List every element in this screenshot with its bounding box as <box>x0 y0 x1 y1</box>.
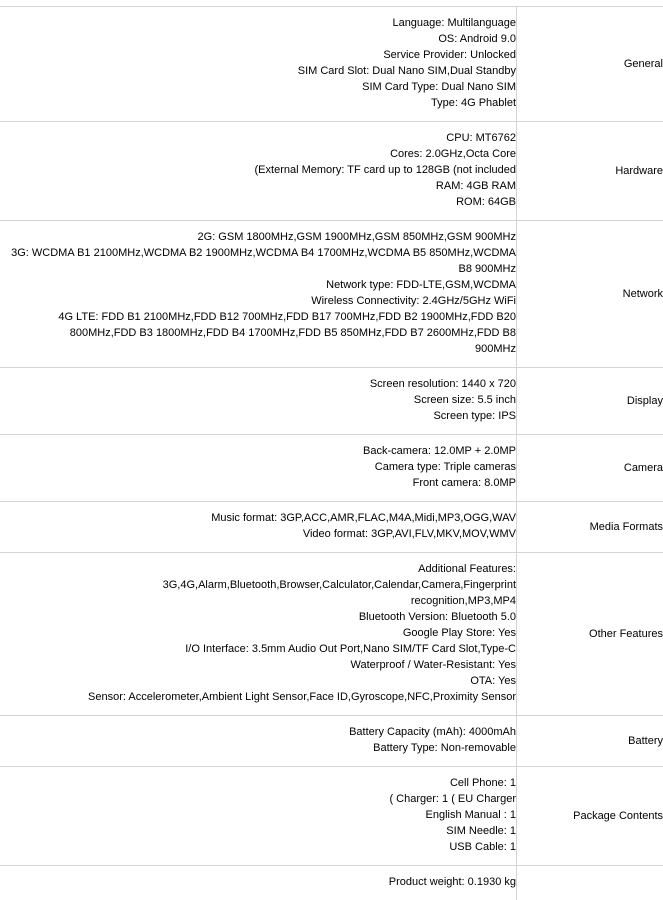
spec-table <box>0 6 663 900</box>
spec-category-label: Battery <box>628 735 663 747</box>
spec-line: Additional Features: 3G,4G,Alarm,Bluetooth,Browser,Calculator,Calendar,Camera,Fingerprint recognition,MP3,MP4 <box>162 563 516 607</box>
spec-row-camera <box>0 434 663 501</box>
spec-row-battery <box>0 715 663 766</box>
spec-row-network <box>0 220 663 367</box>
spec-category-label: Hardware <box>615 165 663 177</box>
spec-row-package-contents <box>0 766 663 865</box>
spec-row-general <box>0 6 663 121</box>
spec-line: Bluetooth Version: Bluetooth 5.0 <box>358 611 516 623</box>
spec-category-label: General <box>623 58 663 70</box>
spec-line: 3G: WCDMA B1 2100MHz,WCDMA B2 1900MHz,WCDMA B4 1700MHz,WCDMA B5 850MHz,WCDMA B8 900MHz <box>11 247 516 275</box>
spec-values <box>0 553 517 715</box>
spec-line: Music format: 3GP,ACC,AMR,FLAC,M4A,Midi,MP3,OGG,WAV <box>211 512 516 524</box>
spec-values <box>0 221 517 367</box>
spec-row-product-weight <box>0 865 663 900</box>
spec-line: Cores: 2.0GHz,Octa Core <box>390 148 516 160</box>
spec-line: Google Play Store: Yes <box>402 627 516 639</box>
spec-line: Screen type: IPS <box>433 410 516 422</box>
spec-line: (External Memory: TF card up to 128GB (not included <box>254 164 516 176</box>
spec-category-label: Other Features <box>589 628 663 640</box>
spec-line: USB Cable: 1 <box>449 841 516 853</box>
spec-line: Front camera: 8.0MP <box>412 477 516 489</box>
spec-line: ROM: 64GB <box>456 196 516 208</box>
spec-line: Cell Phone: 1 <box>449 777 516 789</box>
spec-line: Product weight: 0.1930 kg <box>388 876 516 888</box>
spec-line: Language: Multilanguage <box>392 17 516 29</box>
spec-line: 4G LTE: FDD B1 2100MHz,FDD B12 700MHz,FDD B17 700MHz,FDD B2 1900MHz,FDD B20 800MHz,FDD B3 1800MHz,FDD B4 1700MHz,FDD B5 850MHz,FDD B7 2600MHz,FDD B8 900MHz <box>58 311 516 355</box>
spec-line: Screen resolution: 1440 x 720 <box>369 378 516 390</box>
spec-line: Sensor: Accelerometer,Ambient Light Sensor,Face ID,Gyroscope,NFC,Proximity Sensor <box>88 691 516 703</box>
spec-values <box>0 767 517 865</box>
spec-values <box>0 866 517 900</box>
spec-line: Waterproof / Water-Resistant: Yes <box>350 659 516 671</box>
spec-values <box>0 502 517 552</box>
spec-row-display <box>0 367 663 434</box>
spec-values <box>0 716 517 766</box>
spec-line: SIM Card Slot: Dual Nano SIM,Dual Standby <box>297 65 516 77</box>
spec-row-media-formats <box>0 501 663 552</box>
spec-line: OTA: Yes <box>470 675 516 687</box>
spec-line: Battery Capacity (mAh): 4000mAh <box>349 726 516 738</box>
spec-line: Network type: FDD-LTE,GSM,WCDMA <box>326 279 516 291</box>
spec-row-other-features <box>0 552 663 715</box>
spec-line: Camera type: Triple cameras <box>374 461 516 473</box>
spec-category-label: Display <box>626 395 663 407</box>
spec-line: Service Provider: Unlocked <box>383 49 516 61</box>
spec-category-label <box>517 866 663 900</box>
spec-values <box>0 368 517 434</box>
spec-category-label: Media Formats <box>589 521 663 533</box>
spec-line: SIM Needle: 1 <box>446 825 516 837</box>
spec-line: 2G: GSM 1800MHz,GSM 1900MHz,GSM 850MHz,GSM 900MHz <box>197 231 516 243</box>
spec-line: ( Charger: 1 ( EU Charger <box>389 793 516 805</box>
spec-row-hardware <box>0 121 663 220</box>
spec-values <box>0 7 517 121</box>
spec-line: CPU: MT6762 <box>446 132 516 144</box>
spec-category-label: Package Contents <box>573 810 663 822</box>
spec-line: OS: Android 9.0 <box>438 33 516 45</box>
spec-category-label: Camera <box>623 462 663 474</box>
spec-line: I/O Interface: 3.5mm Audio Out Port,Nano SIM/TF Card Slot,Type-C <box>185 643 516 655</box>
spec-category-label: Network <box>622 288 663 300</box>
spec-values <box>0 122 517 220</box>
spec-line: Screen size: 5.5 inch <box>413 394 516 406</box>
spec-line: Wireless Connectivity: 2.4GHz/5GHz WiFi <box>311 295 516 307</box>
spec-line: English Manual : 1 <box>425 809 516 821</box>
spec-line: SIM Card Type: Dual Nano SIM <box>362 81 516 93</box>
spec-values <box>0 435 517 501</box>
spec-line: Back-camera: 12.0MP + 2.0MP <box>363 445 516 457</box>
spec-line: Battery Type: Non-removable <box>373 742 516 754</box>
spec-line: RAM: 4GB RAM <box>435 180 516 192</box>
spec-line: Type: 4G Phablet <box>431 97 516 109</box>
spec-line: Video format: 3GP,AVI,FLV,MKV,MOV,WMV <box>302 528 516 540</box>
